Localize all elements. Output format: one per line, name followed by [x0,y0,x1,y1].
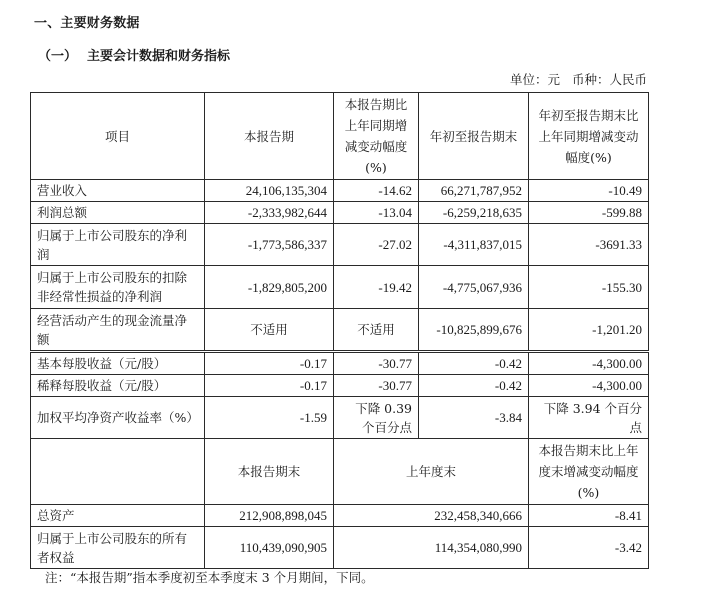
header2-period-end: 本报告期末 [205,439,334,505]
header2-prior-year-end: 上年度末 [334,439,529,505]
row-item: 利润总额 [31,202,205,224]
row-ytd-change: -10.49 [529,180,649,202]
row-current-change: 不适用 [334,309,419,352]
table-row [31,309,649,352]
table-row [31,352,649,375]
row-item: 经营活动产生的现金流量净额 [31,309,205,352]
row-item: 归属于上市公司股东的所有者权益 [31,527,205,569]
financial-data-table [30,92,649,569]
row-current-change: -30.77 [334,352,419,375]
row-ytd: -0.42 [419,375,529,397]
subsection-number: （一） [38,49,78,64]
subsection-text: 主要会计数据和财务指标 [87,49,231,64]
table2-header-row [31,439,649,505]
header2-item [31,439,205,505]
header2-change: 本报告期末比上年度末增减变动幅度(%) [529,439,649,505]
currency-label: 币种：人民币 [571,72,647,87]
row-ytd: 66,271,787,952 [419,180,529,202]
table-header-row [31,93,649,180]
row-ytd-change: -1,201.20 [529,309,649,352]
row-ytd: -0.42 [419,352,529,375]
row-ytd-change: -3691.33 [529,224,649,266]
row-current: -1,829,805,200 [205,266,334,309]
header-ytd-change: 年初至报告期末比上年同期增减变动幅度(%) [529,93,649,180]
row-current: -1.59 [205,397,334,439]
row-ytd: -4,311,837,015 [419,224,529,266]
row-current: -2,333,982,644 [205,202,334,224]
row-ytd-change: -4,300.00 [529,352,649,375]
row-current: 不适用 [205,309,334,352]
footnote: 注：“本报告期”指本季度初至本季度末 3 个月期间，下同。 [45,570,374,585]
row-current-change: -13.04 [334,202,419,224]
header-current-period: 本报告期 [205,93,334,180]
row-current: 24,106,135,304 [205,180,334,202]
row-ytd-change: -599.88 [529,202,649,224]
row-period-end: 212,908,898,045 [205,505,334,527]
row-item: 稀释每股收益（元/股） [31,375,205,397]
row-item: 归属于上市公司股东的净利润 [31,224,205,266]
row-ytd-change: 下降 3.94 个百分点 [529,397,649,439]
table-row [31,224,649,266]
row-item: 归属于上市公司股东的扣除非经常性损益的净利润 [31,266,205,309]
row-ytd: -3.84 [419,397,529,439]
row-ytd: -4,775,067,936 [419,266,529,309]
table-row [31,397,649,439]
row-current-change: -30.77 [334,375,419,397]
row-current: -1,773,586,337 [205,224,334,266]
row-ytd: -6,259,218,635 [419,202,529,224]
header-current-change: 本报告期比上年同期增减变动幅度(%) [334,93,419,180]
row-current-change: -19.42 [334,266,419,309]
header-item: 项目 [31,93,205,180]
row-change: -8.41 [529,505,649,527]
row-prior-year-end: 232,458,340,666 [334,505,529,527]
header-ytd: 年初至报告期末 [419,93,529,180]
row-current: -0.17 [205,375,334,397]
table-row [31,202,649,224]
unit-line [510,70,647,88]
row-prior-year-end: 114,354,080,990 [334,527,529,569]
row-current-change: 下降 0.39 个百分点 [334,397,419,439]
row-current-change: -27.02 [334,224,419,266]
row-item: 加权平均净资产收益率（%） [31,397,205,439]
section-title: 一、主要财务数据 [34,16,140,31]
table-row [31,266,649,309]
row-current: -0.17 [205,352,334,375]
row-ytd: -10,825,899,676 [419,309,529,352]
unit-label: 单位：元 [509,72,560,87]
row-ytd-change: -4,300.00 [529,375,649,397]
table-row [31,180,649,202]
row-item: 总资产 [31,505,205,527]
row-item: 营业收入 [31,180,205,202]
table-row [31,527,649,569]
table-row [31,505,649,527]
row-item: 基本每股收益（元/股） [31,352,205,375]
row-ytd-change: -155.30 [529,266,649,309]
row-change: -3.42 [529,527,649,569]
table-row [31,375,649,397]
row-period-end: 110,439,090,905 [205,527,334,569]
subsection-title [38,45,230,64]
row-current-change: -14.62 [334,180,419,202]
